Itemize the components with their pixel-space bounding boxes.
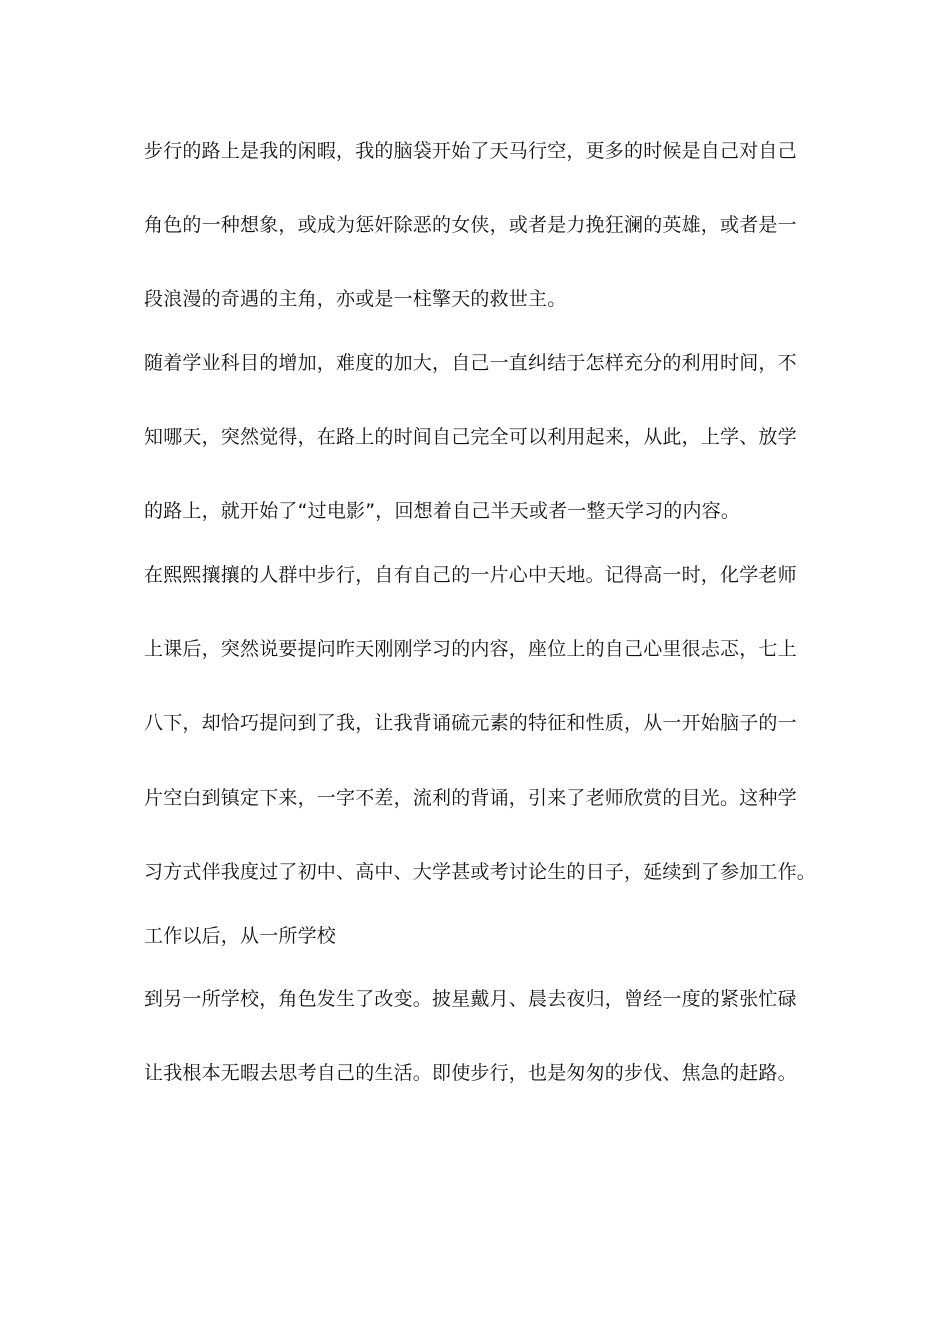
text-line: 在熙熙攘攘的人群中步行，自有自己的一片心中天地。记得高一时，化学老师: [144, 564, 797, 586]
text-line: 角色的一种想象，或成为惩奸除恶的女侠，或者是力挽狂澜的英雄，或者是一: [144, 214, 797, 236]
text-line: 片空白到镇定下来，一字不差，流利的背诵，引来了老师欣赏的目光。这种学: [144, 787, 797, 809]
text-line: 随着学业科目的增加，难度的加大，自己一直纠结于怎样充分的利用时间，不: [144, 352, 797, 374]
text-line: 步行的路上是我的闲暇，我的脑袋开始了天马行空，更多的时候是自己对自己: [144, 140, 797, 162]
text-line: 知哪天，突然觉得，在路上的时间自己完全可以利用起来，从此，上学、放学: [144, 426, 797, 448]
text-line: 工作以后，从一所学校: [144, 925, 337, 947]
text-line: 八下，却恰巧提问到了我，让我背诵硫元素的特征和性质，从一开始脑子的一: [144, 712, 797, 734]
text-line: 上课后，突然说要提问昨天刚刚学习的内容，座位上的自己心里很忐忑，七上: [144, 638, 797, 660]
text-line: 习方式伴我度过了初中、高中、大学甚或考讨论生的日子，延续到了参加工作。: [144, 861, 817, 883]
text-line: 的路上，就开始了“过电影”，回想着自己半天或者一整天学习的内容。: [144, 500, 741, 522]
text-line: 段浪漫的奇遇的主角，亦或是一柱擎天的救世主。: [144, 288, 567, 310]
text-line: 到另一所学校，角色发生了改变。披星戴月、晨去夜归，曾经一度的紧张忙碌: [144, 988, 797, 1010]
text-line: 让我根本无暇去思考自己的生活。即使步行，也是匆匆的步伐、焦急的赶路。: [144, 1062, 797, 1084]
